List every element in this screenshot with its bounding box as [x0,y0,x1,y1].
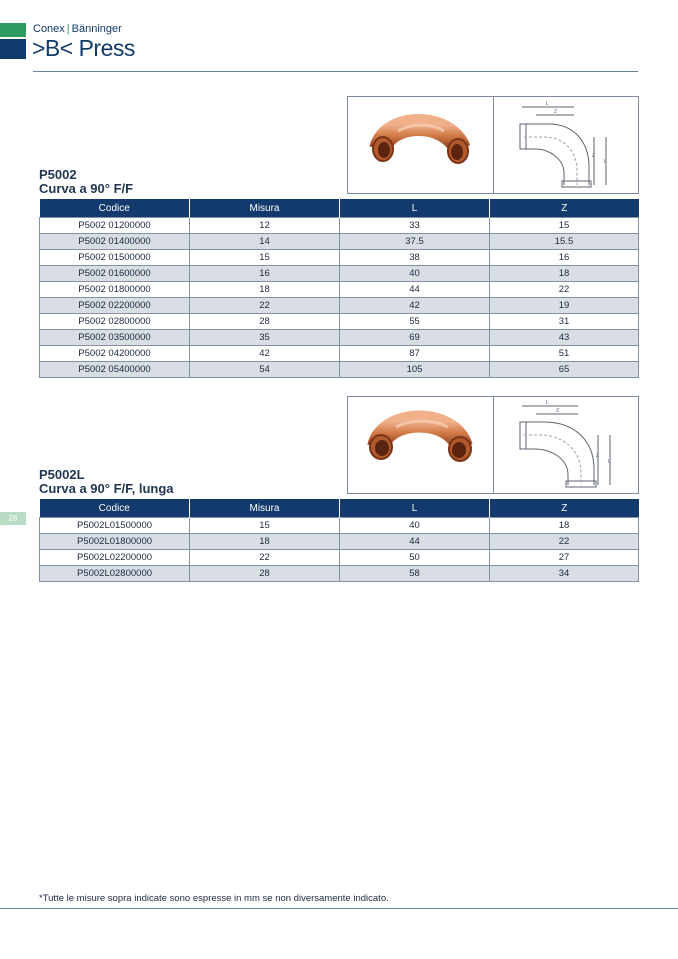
header-divider [33,71,638,72]
dim-label-z-top: Z [554,109,558,115]
cell-z: 18 [490,518,639,534]
brand-navy-bar [0,39,26,59]
cell-l: 55 [340,314,490,330]
copper-long-elbow-image [348,397,493,493]
cell-misura: 22 [190,298,340,314]
table-row [40,566,639,582]
column-header-codice: Codice [40,199,190,218]
cell-z: 16 [490,250,639,266]
cell-l: 69 [340,330,490,346]
footer-divider [0,908,678,909]
cell-codice: P5002 01400000 [40,234,190,250]
copper-elbow-image [348,97,493,193]
long-elbow-drawing [494,397,638,493]
cell-misura: 35 [190,330,340,346]
cell-codice: P5002L02800000 [40,566,190,582]
cell-z: 43 [490,330,639,346]
cell-misura: 12 [190,218,340,234]
cell-l: 42 [340,298,490,314]
brand-name [33,23,122,35]
table-header-row [40,199,639,218]
cell-misura: 14 [190,234,340,250]
cell-z: 19 [490,298,639,314]
cell-codice: P5002 01500000 [40,250,190,266]
column-header-misura: Misura [190,499,340,518]
cell-l: 40 [340,266,490,282]
dim-label-l-top: L [546,400,549,406]
table-row [40,534,639,550]
section-description-p5002: Curva a 90° F/F [39,181,134,196]
cell-l: 105 [340,362,490,378]
cell-l: 40 [340,518,490,534]
spec-table-p5002l [39,499,639,582]
cell-codice: P5002 01600000 [40,266,190,282]
technical-drawing-p5002 [493,96,639,194]
column-header-misura: Misura [190,199,340,218]
dim-label-z-top: Z [556,408,560,414]
cell-misura: 16 [190,266,340,282]
cell-codice: P5002 02200000 [40,298,190,314]
cell-codice: P5002 01200000 [40,218,190,234]
cell-z: 22 [490,282,639,298]
table-row [40,550,639,566]
dim-label-l-side: L [604,159,607,165]
elbow-drawing [494,97,638,193]
dim-label-z-side: Z [592,153,596,159]
column-header-codice: Codice [40,499,190,518]
section-code-p5002l: P5002L [39,467,85,482]
cell-l: 37.5 [340,234,490,250]
brand-banninger: Bänninger [71,23,122,35]
dim-label-z-side: Z [596,453,600,459]
cell-misura: 54 [190,362,340,378]
section-code-p5002: P5002 [39,167,77,182]
table-row [40,346,639,362]
cell-misura: 22 [190,550,340,566]
cell-l: 33 [340,218,490,234]
cell-misura: 15 [190,250,340,266]
cell-z: 31 [490,314,639,330]
cell-codice: P5002 02800000 [40,314,190,330]
cell-l: 44 [340,282,490,298]
column-header-l: L [340,499,490,518]
column-header-l: L [340,199,490,218]
cell-z: 15.5 [490,234,639,250]
table-row [40,234,639,250]
cell-codice: P5002 01800000 [40,282,190,298]
cell-l: 87 [340,346,490,362]
fitting-photo-p5002l [347,396,494,494]
table-body [40,518,639,582]
table-row [40,250,639,266]
table-row [40,282,639,298]
cell-z: 18 [490,266,639,282]
cell-l: 50 [340,550,490,566]
cell-codice: P5002 05400000 [40,362,190,378]
cell-misura: 42 [190,346,340,362]
cell-misura: 15 [190,518,340,534]
cell-misura: 18 [190,282,340,298]
cell-codice: P5002L01500000 [40,518,190,534]
column-header-z: Z [490,499,639,518]
cell-codice: P5002 03500000 [40,330,190,346]
cell-z: 65 [490,362,639,378]
column-header-z: Z [490,199,639,218]
table-row [40,298,639,314]
cell-codice: P5002L01800000 [40,534,190,550]
cell-z: 15 [490,218,639,234]
dim-label-l-side: L [608,459,611,465]
product-line-title: >B< Press [32,35,135,61]
table-row [40,518,639,534]
cell-l: 58 [340,566,490,582]
dim-label-l-top: L [546,101,549,107]
table-row [40,266,639,282]
spec-table-p5002 [39,199,639,378]
table-row [40,314,639,330]
table-header-row [40,499,639,518]
cell-misura: 28 [190,314,340,330]
cell-l: 44 [340,534,490,550]
cell-z: 34 [490,566,639,582]
page-number: 28 [0,512,26,525]
cell-codice: P5002 04200000 [40,346,190,362]
brand-separator: | [66,23,70,35]
footnote: *Tutte le misure sopra indicate sono espresse in mm se non diversamente indicato. [39,893,389,904]
cell-z: 27 [490,550,639,566]
fitting-photo-p5002 [347,96,494,194]
section-description-p5002l: Curva a 90° F/F, lunga [39,481,174,496]
cell-misura: 18 [190,534,340,550]
table-row [40,218,639,234]
table-row [40,362,639,378]
cell-z: 22 [490,534,639,550]
cell-z: 51 [490,346,639,362]
brand-green-bar [0,23,26,37]
cell-codice: P5002L02200000 [40,550,190,566]
technical-drawing-p5002l [493,396,639,494]
brand-conex: Conex [33,23,65,35]
cell-l: 38 [340,250,490,266]
table-row [40,330,639,346]
cell-misura: 28 [190,566,340,582]
table-body [40,218,639,378]
